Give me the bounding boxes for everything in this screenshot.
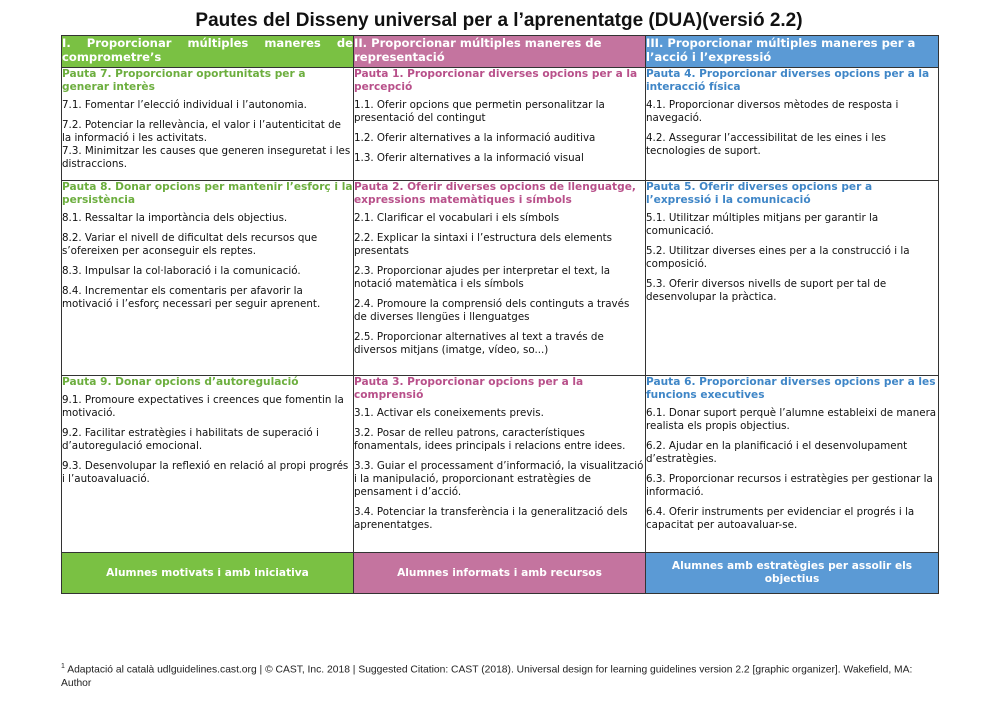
list-item: 7.2. Potenciar la rellevància, el valor i l’autenticitat de la informació i les activitats. [62,119,341,144]
footnote-text: Adaptació al català udlguidelines.cast.org | © CAST, Inc. 2018 | Suggested Citation: CAST (2018). Universal design for learning guidelines version 2.2 [graphic organizer]. Wakefield, MA: Author [61,664,913,689]
header-row [62,36,939,68]
pauta-title: Pauta 3. Proporcionar opcions per a la comprensió [354,376,584,401]
list-item: 7.3. Minimitzar les causes que generen inseguretat i les distraccions. [62,145,351,170]
list-item: 3.4. Potenciar la transferència i la generalització dels aprenentatges. [354,506,628,531]
list-item: 2.3. Proporcionar ajudes per interpretar el text, la notació matemàtica i els símbols [354,265,611,290]
list-item: 5.3. Oferir diversos nivells de suport per tal de desenvolupar la pràctica. [646,278,887,303]
footnote-marker: 1 [61,663,65,670]
list-item: 9.1. Promoure expectatives i creences que fomentin la motivació. [62,394,344,419]
list-item: 6.4. Oferir instruments per evidenciar el progrés i la capacitat per autoavaluar-se. [646,506,915,531]
cell-pauta-1 [354,68,646,181]
table-row [62,68,939,181]
list-item: 3.1. Activar els coneixements previs. [354,407,544,419]
list-item: 8.3. Impulsar la col·laboració i la comunicació. [62,265,301,277]
list-item: 1.1. Oferir opcions que permetin personalitzar la presentació del contingut [354,99,605,124]
list-item: 2.1. Clarificar el vocabulari i els símbols [354,212,560,224]
footer-representation: Alumnes informats i amb recursos [354,553,646,594]
list-item: 9.3. Desenvolupar la reflexió en relació al propi progrés i l’autoavaluació. [62,460,349,485]
footer-engagement: Alumnes motivats i amb iniciativa [62,553,354,594]
list-item: 8.2. Variar el nivell de dificultat dels recursos que s’ofereixen per aconseguir els reptes. [62,232,318,257]
guidelines-table [61,35,939,594]
pauta-title: Pauta 4. Proporcionar diverses opcions per a la interacció física [646,68,930,93]
list-item: 2.2. Explicar la sintaxi i l’estructura dels elements presentats [354,232,613,257]
footer-action-expression: Alumnes amb estratègies per assolir els objectius [646,553,939,594]
cell-pauta-4 [646,68,939,181]
pauta-title: Pauta 7. Proporcionar oportunitats per a generar interès [62,68,306,93]
list-item: 2.4. Promoure la comprensió dels continguts a través de diverses llengües i llenguatges [354,298,630,323]
list-item: 5.2. Utilitzar diverses eines per a la construcció i la composició. [646,245,910,270]
list-item: 6.1. Donar suport perquè l’alumne estableixi de manera realista els propis objectius. [646,407,937,432]
list-item: 3.2. Posar de relleu patrons, característiques fonamentals, idees principals i relacions entre idees. [354,427,626,452]
list-item: 8.1. Ressaltar la importància dels objectius. [62,212,288,224]
pauta-title: Pauta 6. Proporcionar diverses opcions per a les funcions executives [646,376,936,401]
header-action-expression: III. Proporcionar múltiples maneres per a l’acció i l’expressió [646,36,939,68]
footnote [61,660,941,690]
list-item: 8.4. Incrementar els comentaris per afavorir la motivació i l’esforç necessari per seguir aprenent. [62,285,321,310]
pauta-title: Pauta 9. Donar opcions d’autoregulació [62,376,299,388]
header-engagement: I. Proporcionar múltiples maneres de comprometre’s [62,36,354,68]
footer-row [62,553,939,594]
cell-pauta-2 [354,181,646,376]
cell-pauta-5 [646,181,939,376]
header-representation: II. Proporcionar múltiples maneres de representació [354,36,646,68]
pauta-title: Pauta 5. Oferir diverses opcions per a l’expressió i la comunicació [646,181,873,206]
cell-pauta-7 [62,68,354,181]
pauta-title: Pauta 2. Oferir diverses opcions de llenguatge, expressions matemàtiques i símbols [354,181,636,206]
pauta-title: Pauta 8. Donar opcions per mantenir l’esforç i la persistència [62,181,353,206]
cell-pauta-8 [62,181,354,376]
list-item: 6.2. Ajudar en la planificació i el desenvolupament d’estratègies. [646,440,908,465]
table-row [62,181,939,376]
list-item: 6.3. Proporcionar recursos i estratègies per gestionar la informació. [646,473,933,498]
page-title: Pautes del Disseny universal per a l’aprenentatge (DUA)(versió 2.2) [195,10,803,31]
list-item: 2.5. Proporcionar alternatives al text a través de diversos mitjans (imatge, vídeo, so...) [354,331,604,356]
list-item: 7.1. Fomentar l’elecció individual i l’autonomia. [62,99,307,111]
list-item: 9.2. Facilitar estratègies i habilitats de superació i d’autoregulació emocional. [62,427,319,452]
cell-pauta-3 [354,376,646,553]
list-item: 1.2. Oferir alternatives a la informació auditiva [354,132,596,144]
pauta-title: Pauta 1. Proporcionar diverses opcions per a la percepció [354,68,638,93]
cell-pauta-9 [62,376,354,553]
list-item: 4.1. Proporcionar diversos mètodes de resposta i navegació. [646,99,899,124]
list-item: 3.3. Guiar el processament d’informació, la visualització i la manipulació, proporcionant estratègies de pensament i d’acció. [354,460,644,498]
list-item: 5.1. Utilitzar múltiples mitjans per garantir la comunicació. [646,212,879,237]
cell-pauta-6 [646,376,939,553]
table-row [62,376,939,553]
list-item: 1.3. Oferir alternatives a la informació visual [354,152,584,164]
list-item: 4.2. Assegurar l’accessibilitat de les eines i les tecnologies de suport. [646,132,886,157]
